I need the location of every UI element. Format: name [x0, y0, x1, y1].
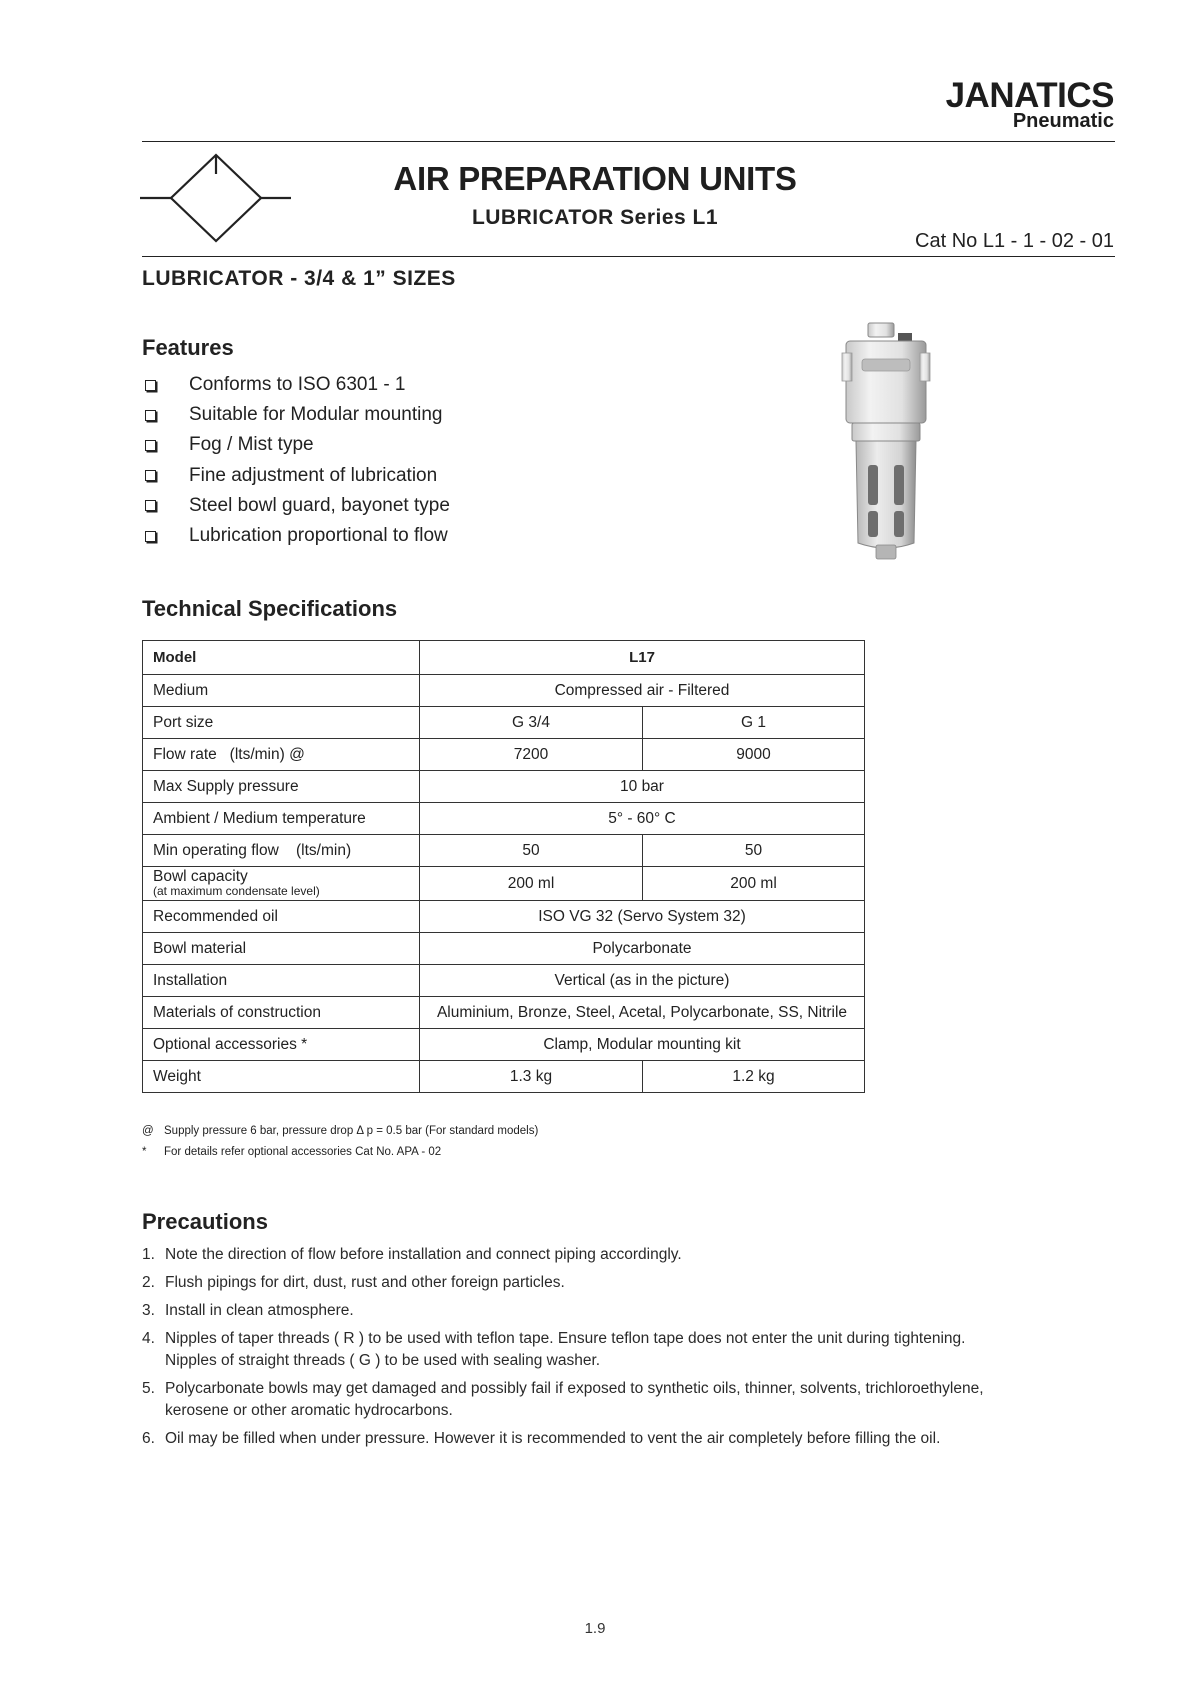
list-item [142, 400, 450, 430]
row-value-size-2: 9000 [643, 739, 865, 771]
list-item [142, 1300, 1042, 1322]
item-text: Install in clean atmosphere. [165, 1302, 354, 1319]
row-label: Max Supply pressure [143, 771, 420, 803]
checkbox-bullet-icon [145, 531, 156, 542]
checkbox-bullet-icon [145, 440, 156, 451]
brand-sub: Pneumatic [1012, 110, 1114, 132]
row-value: Polycarbonate [420, 933, 865, 965]
footnote-mark: * [142, 1146, 147, 1158]
row-label-note: (at maximum condensate level) [153, 884, 320, 899]
row-value-size-1: 7200 [420, 739, 643, 771]
page-title: AIR PREPARATION UNITS [393, 160, 797, 197]
catalog-number: Cat No L1 - 1 - 02 - 01 [915, 230, 1114, 252]
footnote-text: Supply pressure 6 bar, pressure drop Δ p = 0.5 bar (For standard models) [164, 1125, 539, 1137]
list-item [142, 461, 450, 491]
item-text: Note the direction of flow before installation and connect piping accordingly. [165, 1246, 682, 1263]
feature-text: Fine adjustment of lubrication [189, 464, 438, 486]
header-cell-model: L17 [420, 641, 865, 675]
item-number: 3. [142, 1302, 155, 1319]
features-heading: Features [142, 335, 234, 360]
feature-text: Suitable for Modular mounting [189, 404, 443, 426]
item-text: Oil may be filled when under pressure. However it is recommended to vent the air completely before filling the oil. [165, 1430, 941, 1447]
table-row [143, 901, 865, 933]
list-item [142, 430, 450, 460]
row-value-size-2: G 1 [643, 707, 865, 739]
table-row [143, 1029, 865, 1061]
footnote [142, 1146, 538, 1167]
item-text: Polycarbonate bowls may get damaged and possibly fail if exposed to synthetic oils, thinner, solvents, trichloroethylene, kerosene or other aromatic hydrocarbons. [165, 1380, 984, 1419]
row-label: Installation [143, 965, 420, 997]
row-value-size-1: 200 ml [420, 867, 643, 901]
row-label: Ambient / Medium temperature [143, 803, 420, 835]
row-value: 10 bar [420, 771, 865, 803]
row-label: Materials of construction [143, 997, 420, 1029]
brand-name: JANATICS [945, 76, 1114, 115]
item-number: 2. [142, 1274, 155, 1291]
checkbox-bullet-icon [145, 410, 156, 421]
checkbox-bullet-icon [145, 500, 156, 511]
table-row [143, 997, 865, 1029]
row-label: Bowl capacity [153, 867, 248, 885]
footnote-mark: @ [142, 1125, 154, 1137]
precautions-list [142, 1244, 1042, 1456]
list-item [142, 1272, 1042, 1294]
header-rule-bottom [142, 256, 1115, 257]
row-label: Medium [143, 675, 420, 707]
features-list [142, 370, 450, 551]
table-row [143, 707, 865, 739]
row-label: Bowl material [143, 933, 420, 965]
page-subtitle: LUBRICATOR Series L1 [471, 206, 719, 229]
size-heading: LUBRICATOR - 3/4 & 1” SIZES [142, 267, 456, 290]
specifications-table [142, 640, 865, 1093]
table-row [143, 739, 865, 771]
table-row [143, 1061, 865, 1093]
checkbox-bullet-icon [145, 470, 156, 481]
page-number: 1.9 [584, 1620, 606, 1637]
row-value: Aluminium, Bronze, Steel, Acetal, Polycarbonate, SS, Nitrile [420, 997, 865, 1029]
row-value-size-2: 200 ml [643, 867, 865, 901]
row-label: Weight [143, 1061, 420, 1093]
lubricator-product-image [838, 315, 934, 569]
table-header-row [143, 641, 865, 675]
table-row [143, 835, 865, 867]
item-number: 6. [142, 1430, 155, 1447]
row-value-size-1: 50 [420, 835, 643, 867]
row-value: ISO VG 32 (Servo System 32) [420, 901, 865, 933]
list-item [142, 370, 450, 400]
item-number: 5. [142, 1380, 155, 1397]
checkbox-bullet-icon [145, 380, 156, 391]
precautions-heading: Precautions [142, 1209, 268, 1234]
row-value: 5° - 60° C [420, 803, 865, 835]
row-value-size-2: 50 [643, 835, 865, 867]
table-footnotes [142, 1125, 538, 1167]
brand-logo [946, 78, 1114, 131]
specs-heading: Technical Specifications [142, 596, 398, 621]
feature-text: Fog / Mist type [189, 434, 314, 456]
table-row [143, 933, 865, 965]
table-row [143, 771, 865, 803]
footnote-text: For details refer optional accessories Cat No. APA - 02 [164, 1146, 442, 1158]
row-value-size-1: 1.3 kg [420, 1061, 643, 1093]
table-row [143, 867, 865, 901]
list-item [142, 1244, 1042, 1266]
row-value: Compressed air - Filtered [420, 675, 865, 707]
header-rule-top [142, 141, 1115, 142]
row-label: Min operating flow (lts/min) [143, 835, 420, 867]
item-number: 1. [142, 1246, 155, 1263]
row-label: Optional accessories * [143, 1029, 420, 1061]
feature-text: Steel bowl guard, bayonet type [189, 494, 450, 516]
item-text: Flush pipings for dirt, dust, rust and other foreign particles. [165, 1274, 565, 1291]
list-item [142, 1328, 1012, 1372]
row-label: Recommended oil [143, 901, 420, 933]
row-label: Flow rate (lts/min) @ [143, 739, 420, 771]
table-row [143, 675, 865, 707]
item-text: Nipples of taper threads ( R ) to be used with teflon tape. Ensure teflon tape does not enter the unit during tightening. Nipples of straight threads ( G ) to be used with sealing washer. [165, 1330, 966, 1369]
row-label-cell [143, 867, 420, 901]
row-value-size-1: G 3/4 [420, 707, 643, 739]
footnote [142, 1125, 538, 1146]
list-item [142, 1428, 1042, 1450]
row-value: Vertical (as in the picture) [420, 965, 865, 997]
feature-text: Conforms to ISO 6301 - 1 [189, 374, 406, 396]
feature-text: Lubrication proportional to flow [189, 525, 448, 547]
table-row [143, 803, 865, 835]
row-value-size-2: 1.2 kg [643, 1061, 865, 1093]
table-row [143, 965, 865, 997]
list-item [142, 1378, 1047, 1422]
list-item [142, 521, 450, 551]
row-value: Clamp, Modular mounting kit [420, 1029, 865, 1061]
header-cell-label: Model [143, 641, 420, 675]
list-item [142, 491, 450, 521]
item-number: 4. [142, 1330, 155, 1347]
row-label: Port size [143, 707, 420, 739]
